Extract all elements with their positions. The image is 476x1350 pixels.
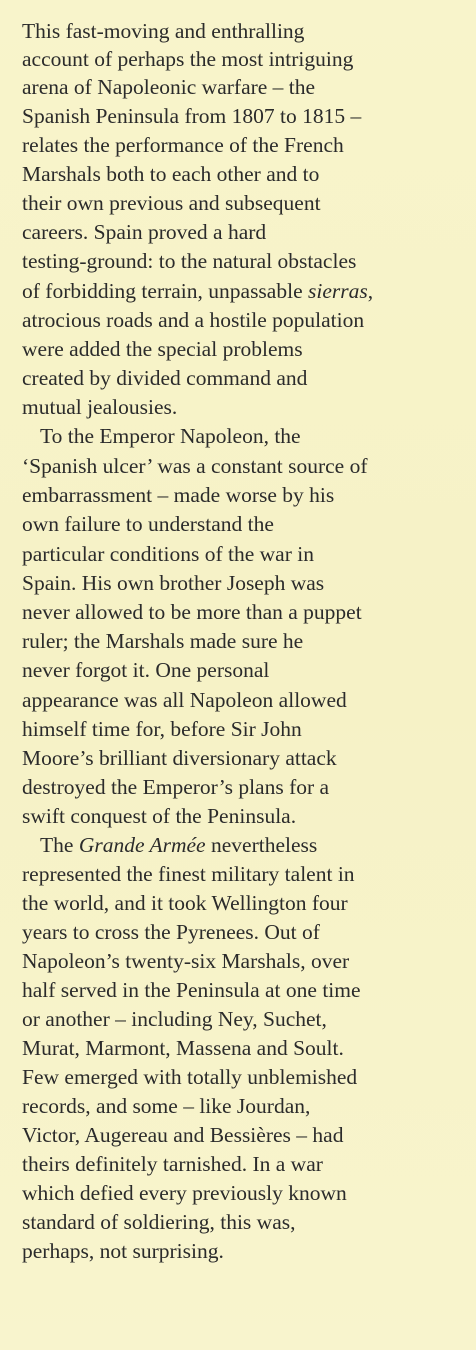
text-line: their own previous and subsequent [22,191,321,215]
text-line: Murat, Marmont, Massena and Soult. [22,1036,344,1060]
text-line: appearance was all Napoleon allowed [22,688,347,712]
text-line: records, and some – like Jourdan, [22,1094,311,1118]
text-line: perhaps, not surprising. [22,1239,224,1263]
text-line: destroyed the Emperor’s plans for a [22,775,330,799]
text-line: Few emerged with totally unblemished [22,1065,358,1089]
text-line: never allowed to be more than a puppet [22,600,362,624]
text-line: Moore’s brilliant diversionary attack [22,746,337,770]
text-line: represented the finest military talent in [22,862,355,886]
text-line: mutual jealousies. [22,395,178,419]
text-line: standard of soldiering, this was, [22,1210,296,1234]
text-line: embarrassment – made worse by his [22,483,335,507]
text-line: of forbidding terrain, unpassable sierras, [22,279,374,303]
text-line: careers. Spain proved a hard [22,220,267,244]
text-line: testing-ground: to the natural obstacles [22,249,357,273]
text-line: or another – including Ney, Suchet, [22,1007,327,1031]
text-line: arena of Napoleonic warfare – the [22,75,316,99]
text-line: theirs definitely tarnished. In a war [22,1152,323,1176]
text-line: particular conditions of the war in [22,542,314,566]
text-line: Marshals both to each other and to [22,162,320,186]
text-line: Victor, Augereau and Bessières – had [22,1123,344,1147]
text-line: himself time for, before Sir John [22,717,302,741]
text-line: This fast-moving and enthralling [22,19,305,43]
text-line: account of perhaps the most intriguing [22,47,354,71]
text-line: To the Emperor Napoleon, the [40,424,301,448]
text-line: created by divided command and [22,366,308,390]
text-line: which defied every previously known [22,1181,347,1205]
text-line: Spanish Peninsula from 1807 to 1815 – [22,104,362,128]
text-line: half served in the Peninsula at one time [22,978,361,1002]
text-line: relates the performance of the French [22,133,344,157]
text-line: The Grande Armée nevertheless [40,833,318,857]
text-line: years to cross the Pyrenees. Out of [22,920,320,944]
text-line: never forgot it. One personal [22,658,270,682]
text-line: Napoleon’s twenty-six Marshals, over [22,949,350,973]
text-line: atrocious roads and a hostile population [22,308,365,332]
text-line: own failure to understand the [22,512,274,536]
text-line: the world, and it took Wellington four [22,891,348,915]
text-line: ruler; the Marshals made sure he [22,629,304,653]
text-line: ‘Spanish ulcer’ was a constant source of [22,454,368,478]
text-line: were added the special problems [22,337,303,361]
text-line: Spain. His own brother Joseph was [22,571,325,595]
text-line: swift conquest of the Peninsula. [22,804,297,828]
